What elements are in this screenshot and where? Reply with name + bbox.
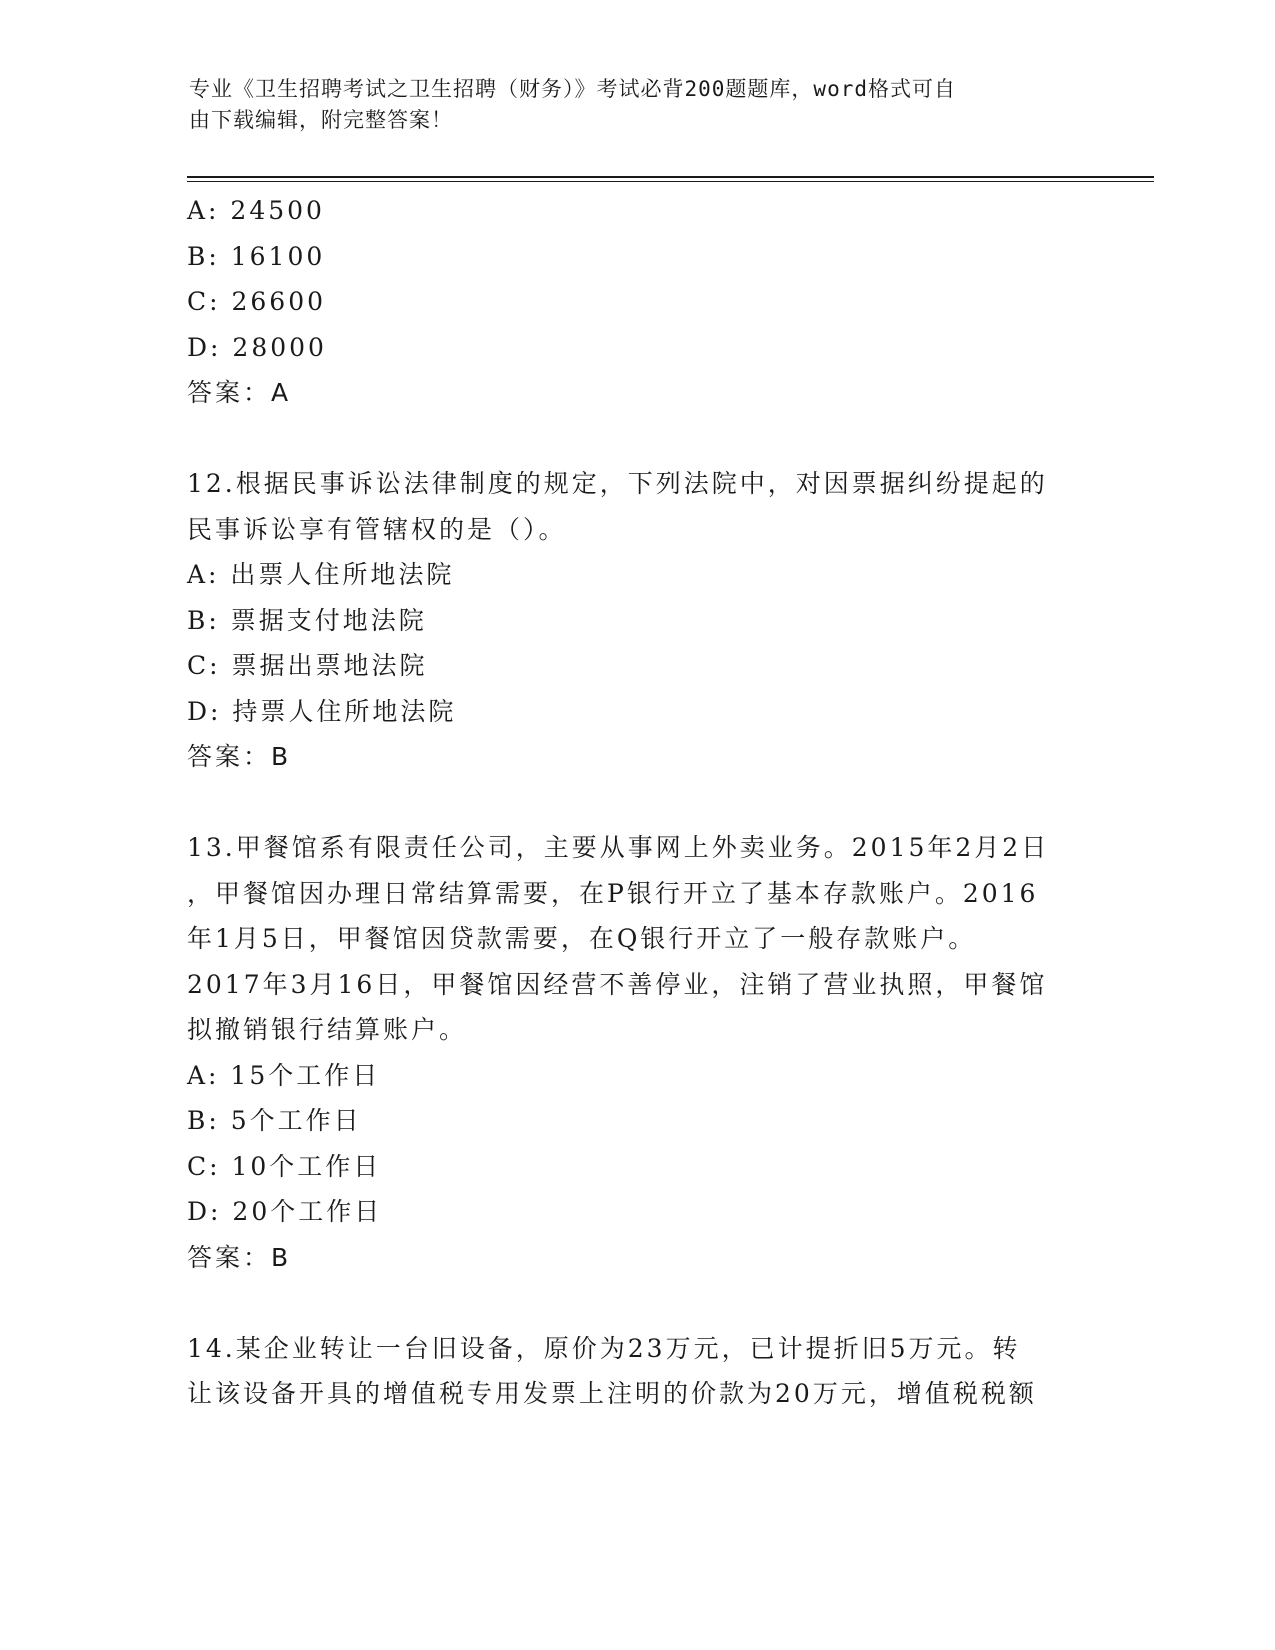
option-b: B: 5个工作日 (187, 1106, 362, 1135)
option-b: B: 16100 (187, 241, 326, 271)
option-c: C: 票据出票地法院 (187, 651, 428, 680)
question-text-line: 民事诉讼享有管辖权的是（）。 (187, 514, 567, 544)
answer: 答案：A (187, 378, 292, 407)
header-divider-thin (187, 181, 1154, 182)
question-11 (187, 188, 1087, 416)
question-text-line: 2017年3月16日，甲餐馆因经营不善停业，注销了营业执照，甲餐馆 (187, 969, 1048, 999)
answer: 答案：B (187, 742, 292, 771)
question-text-line: 拟撤销银行结算账户。 (187, 1015, 468, 1044)
option-d: D: 28000 (187, 332, 327, 362)
header-divider-thick (187, 176, 1154, 178)
option-b: B: 票据支付地法院 (187, 605, 427, 635)
spacer (187, 1280, 1087, 1326)
question-text-line: 14.某企业转让一台旧设备，原价为23万元，已计提折旧5万元。转 (187, 1333, 1021, 1363)
header-line-1: 专业《卫生招聘考试之卫生招聘（财务）》考试必背200题题库，word格式可自 (189, 77, 956, 101)
spacer (187, 780, 1087, 826)
question-text-line: ，甲餐馆因办理日常结算需要，在P银行开立了基本存款账户。2016 (187, 878, 1039, 908)
question-text-line: 13.甲餐馆系有限责任公司，主要从事网上外卖业务。2015年2月2日 (187, 833, 1050, 862)
spacer (187, 416, 1087, 462)
option-d: D: 持票人住所地法院 (187, 696, 457, 726)
question-13 (187, 825, 1087, 1280)
option-a: A: 15个工作日 (187, 1060, 381, 1090)
option-a: A: 24500 (187, 196, 325, 225)
option-c: C: 10个工作日 (187, 1151, 382, 1181)
question-list (187, 188, 1087, 1417)
question-text-line: 让该设备开具的增值税专用发票上注明的价款为20万元，增值税税额 (187, 1379, 1037, 1408)
question-text-line: 12.根据民事诉讼法律制度的规定，下列法院中，对因票据纠纷提起的 (187, 469, 1048, 498)
option-d: D: 20个工作日 (187, 1197, 383, 1226)
question-text-line: 年1月5日，甲餐馆因贷款需要，在Q银行开立了一般存款账户。 (187, 924, 977, 953)
question-12 (187, 461, 1087, 780)
option-c: C: 26600 (187, 287, 327, 316)
answer: 答案：B (187, 1242, 292, 1272)
document-header (189, 74, 1069, 136)
question-14 (187, 1326, 1087, 1417)
option-a: A: 出票人住所地法院 (187, 560, 455, 589)
header-line-2: 由下载编辑，附完整答案！ (189, 108, 453, 132)
